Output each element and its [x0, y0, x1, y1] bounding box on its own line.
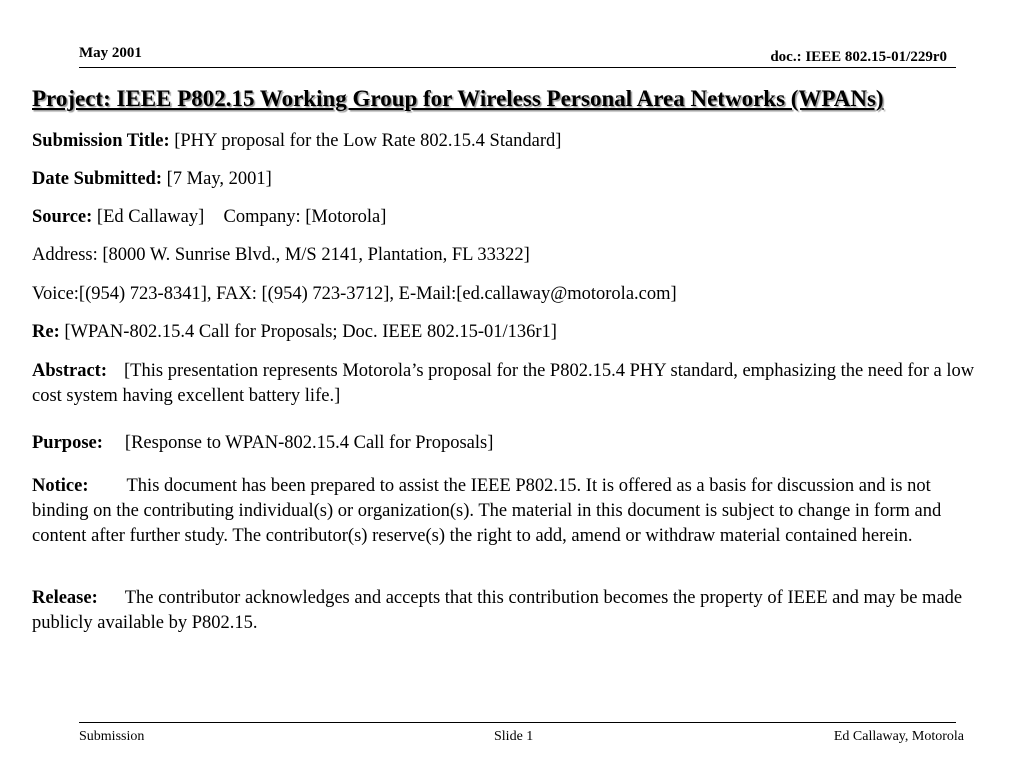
- abstract-value: [This presentation represents Motorola’s proposal for the P802.15.4 PHY standard, emphasizing the need for a low cost system having excellent battery life.]: [32, 361, 975, 406]
- purpose-field: [32, 431, 988, 456]
- source-field: [32, 205, 988, 230]
- re-value: [WPAN-802.15.4 Call for Proposals; Doc. IEEE 802.15-01/136r1]: [64, 322, 557, 342]
- re-field: [32, 320, 988, 345]
- purpose-value: [Response to WPAN-802.15.4 Call for Proposals]: [124, 433, 494, 453]
- footer-slide-number: Slide 1: [494, 729, 534, 744]
- contact-field: Voice:[(954) 723-8341], FAX: [(954) 723-3712], E-Mail:[ed.callaway@motorola.com]: [32, 284, 677, 304]
- notice-value: This document has been prepared to assist the IEEE P802.15. It is offered as a basis for discussion and is not binding on the contributing individual(s) or organization(s). The material in this document is subject to change in form and content after further study. The contributor(s) reserve(s) the right to add, amend or withdraw material contained herein.: [32, 476, 942, 546]
- footer-author: Ed Callaway, Motorola: [833, 729, 964, 744]
- submission-title-label: Submission Title:: [32, 131, 170, 151]
- re-label: Re:: [32, 322, 60, 342]
- submission-title-field: [32, 129, 988, 154]
- release-value: The contributor acknowledges and accepts that this contribution becomes the property of IEEE and may be made publicly available by P802.15.: [32, 588, 963, 633]
- source-value: [Ed Callaway]: [96, 207, 205, 227]
- abstract-label: Abstract:: [32, 361, 108, 381]
- header-doc-id: doc.: IEEE 802.15-01/229r0: [770, 49, 947, 65]
- source-company: Company: [Motorola]: [223, 207, 387, 227]
- date-submitted-field: [32, 167, 988, 192]
- abstract-field: [32, 359, 988, 409]
- header-divider: [79, 67, 956, 68]
- notice-field: [32, 474, 988, 549]
- date-submitted-label: Date Submitted:: [32, 169, 163, 189]
- address-field: Address: [8000 W. Sunrise Blvd., M/S 2141, Plantation, FL 33322]: [32, 245, 530, 265]
- notice-label: Notice:: [32, 476, 89, 496]
- release-label: Release:: [32, 588, 98, 608]
- project-title: Project: IEEE P802.15 Working Group for Wireless Personal Area Networks (WPANs): [32, 86, 884, 111]
- header-date: May 2001: [79, 45, 142, 61]
- footer-submission: Submission: [79, 729, 145, 744]
- footer-divider: [79, 722, 956, 723]
- purpose-label: Purpose:: [32, 433, 103, 453]
- source-label: Source:: [32, 207, 93, 227]
- date-submitted-value: [7 May, 2001]: [166, 169, 272, 189]
- submission-title-value: [PHY proposal for the Low Rate 802.15.4 Standard]: [174, 131, 562, 151]
- release-field: [32, 586, 988, 636]
